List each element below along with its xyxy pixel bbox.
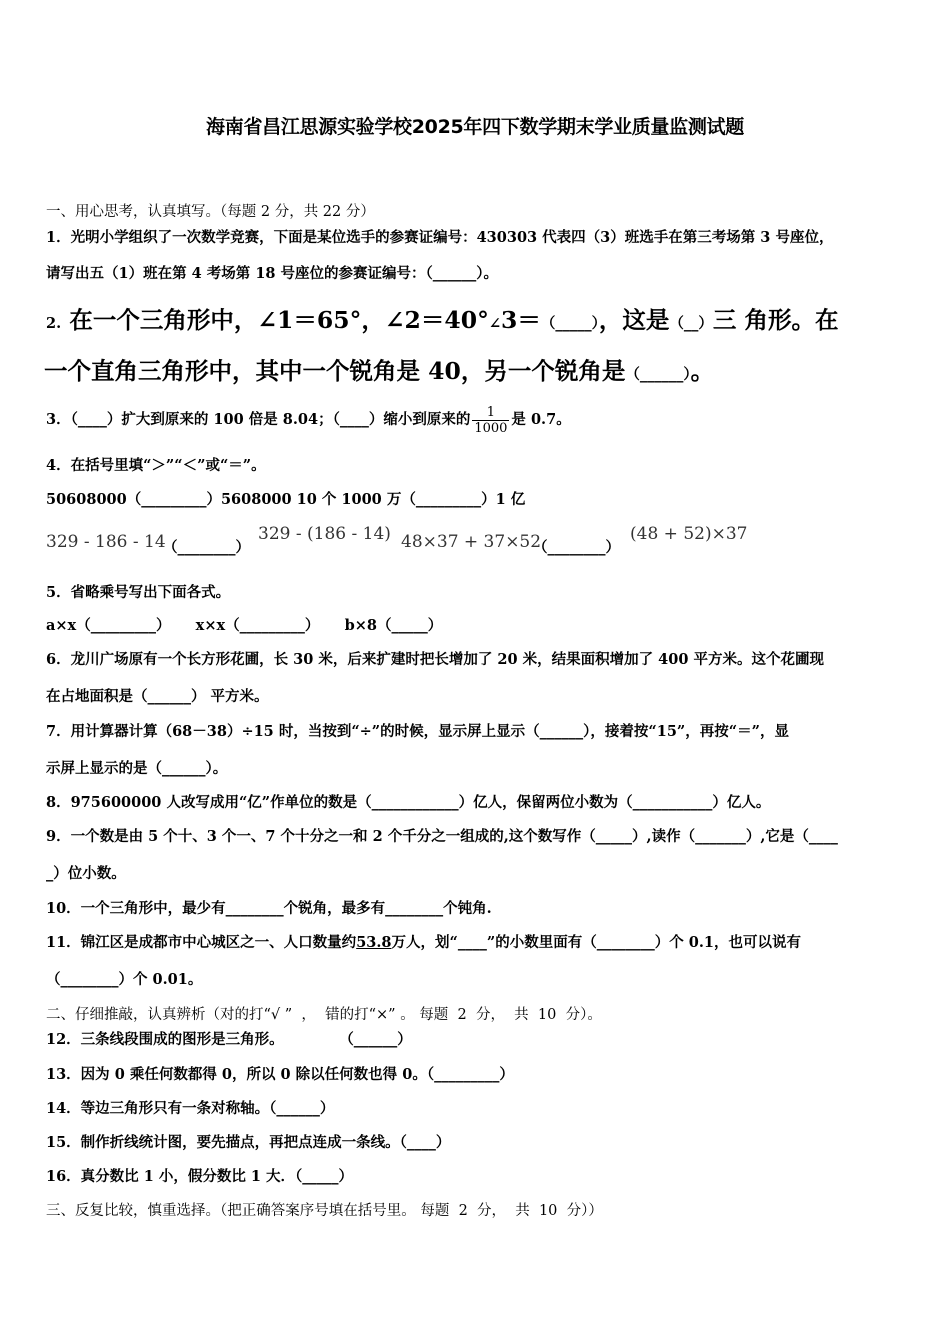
question-2-text-2: 3＝ [500, 306, 541, 334]
question-10: 10．一个三角形中，最少有________个锐角，最多有________个钝角. [46, 900, 492, 917]
question-5-line: a×x（_________） x×x（_________） b×8（_____） [46, 617, 443, 634]
expression: (48 + 52)×37 [630, 524, 748, 544]
question-2-line-2 [44, 356, 906, 390]
question-2-text-4: 三 角形。在 [712, 306, 839, 334]
question-8: 8．975600000 人改写成用“亿”作单位的数是（____________）亿人，保留两位小数为（___________）亿人。 [46, 794, 771, 811]
answer-blank: （______） [625, 366, 691, 383]
question-2-line-1 [46, 305, 908, 339]
question-14: 14．等边三角形只有一条对称轴。（______） [46, 1100, 335, 1117]
question-3 [46, 404, 908, 436]
question-2-text: 在一个三角形中，∠1＝65°，∠2＝40° [69, 306, 489, 334]
question-2-text-5: 一个直角三角形中，其中一个锐角是 40，另一个锐角是 [44, 357, 626, 385]
fraction [472, 405, 509, 436]
fraction-denominator: 1000 [474, 420, 508, 436]
expression: 329 - (186 - 14) [258, 524, 391, 544]
question-7-line-1: 7．用计算器计算（68－38）÷15 时，当按到“÷”的时候，显示屏上显示（______），接着按“15”，再按“＝”，显 [46, 723, 789, 740]
question-2-number: 2. [46, 315, 62, 332]
question-11-line-2: （________）个 0.01。 [46, 971, 203, 988]
question-13: 13．因为 0 乘任何数都得 0，所以 0 除以任何数也得 0。（_________） [46, 1066, 514, 1083]
question-11-text: 11．锦江区是成都市中心城区之一、人口数量约 [46, 934, 357, 951]
question-6-line-2: 在占地面积是（______） 平方米。 [46, 688, 269, 705]
question-6-line-1: 6．龙川广场原有一个长方形花圃，长 30 米，后来扩建时把长增加了 20 米，结果面积增加了 400 平方米。这个花圃现 [46, 651, 824, 668]
fraction-numerator: 1 [472, 405, 509, 421]
question-5-title: 5．省略乘号写出下面各式。 [46, 584, 231, 601]
section-2-heading: 二、仔细推敲，认真辨析（对的打“√ ” ， 错的打“×” 。 每题 2 分， 共 10 分）。 [46, 1007, 602, 1023]
question-2-end: 。 [690, 357, 715, 385]
question-1-line-1: 1．光明小学组织了一次数学竞赛，下面是某位选手的参赛证编号：430303 代表四（3）班选手在第三考场第 3 号座位， [46, 229, 834, 246]
question-11-text-2: 万人，划“____”的小数里面有（________）个 0.1，也可以说有 [391, 934, 801, 951]
question-9-line-2: _）位小数。 [46, 865, 126, 882]
answer-blank: （_____） [540, 315, 599, 332]
underlined-number: 53.8 [356, 934, 392, 951]
angle-symbol: ∠ [488, 315, 501, 332]
answer-blank: （________） [533, 539, 620, 556]
question-9-line-1: 9．一个数是由 5 个十、3 个一、7 个十分之一和 2 个千分之一组成的,这个数写作（_____）,读作（_______）,它是（____ [46, 828, 838, 845]
expression: 48×37 + 37×52 [401, 532, 542, 552]
question-4-line-1: 50608000（_________）5608000 10 个 1000 万（_________）1 亿 [46, 491, 526, 508]
question-2-text-3: ，这是 [598, 306, 670, 334]
question-12: 12．三条线段围成的图形是三角形。 （______） [46, 1031, 412, 1048]
page-title: 海南省昌江思源实验学校2025年四下数学期末学业质量监测试题 [206, 116, 744, 138]
section-3-heading: 三、反复比较，慎重选择。（把正确答案序号填在括号里。 每题 2 分， 共 10 分）） [46, 1203, 603, 1219]
expression: 329 - 186 - 14 [46, 532, 166, 552]
question-15: 15．制作折线统计图，要先描点，再把点连成一条线。（____） [46, 1134, 451, 1151]
section-1-heading: 一、用心思考，认真填写。（每题 2 分，共 22 分） [46, 204, 375, 220]
answer-blank: （__） [669, 315, 713, 332]
question-11-line-1 [46, 933, 908, 953]
question-1-line-2: 请写出五（1）班在第 4 考场第 18 号座位的参赛证编号：（______）。 [46, 265, 499, 282]
question-3-text: 3．（____）扩大到原来的 100 倍是 8.04；（____）缩小到原来的 [46, 411, 471, 428]
question-4-title: 4．在括号里填“＞”“＜”或“＝”。 [46, 457, 266, 474]
answer-blank: （________） [163, 539, 250, 556]
question-16: 16．真分数比 1 小，假分数比 1 大．（_____） [46, 1168, 354, 1185]
question-3-text-2: 是 0.7。 [511, 411, 571, 428]
question-7-line-2: 示屏上显示的是（______）。 [46, 760, 228, 777]
